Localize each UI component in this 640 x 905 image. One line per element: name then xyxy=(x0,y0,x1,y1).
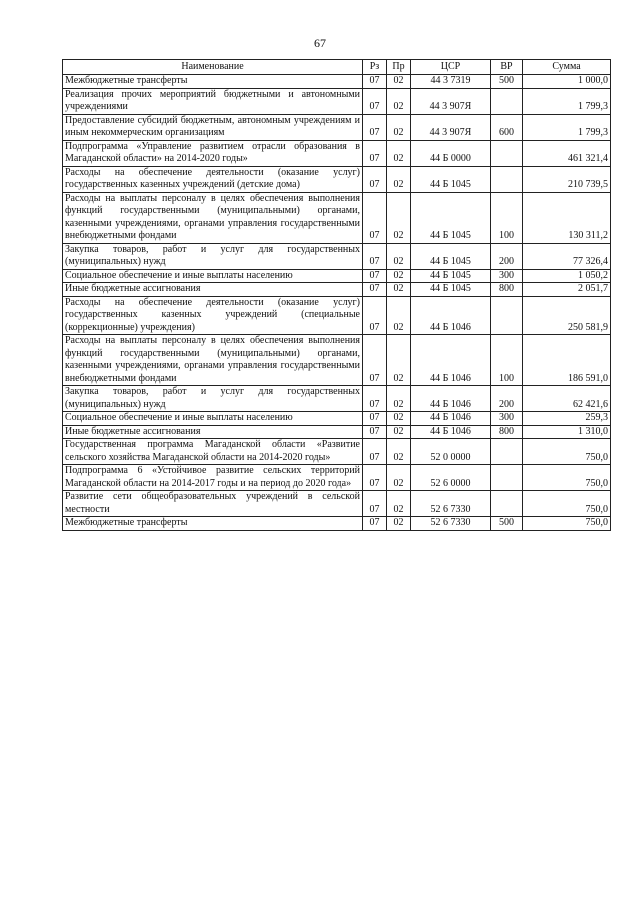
table-row xyxy=(63,425,611,439)
cell-vr xyxy=(491,296,523,335)
cell-name: Государственная программа Магаданской области «Развитие сельского хозяйства Магаданской области на 2014-2020 годы» xyxy=(63,439,363,465)
cell-rz: 07 xyxy=(363,243,387,269)
cell-rz: 07 xyxy=(363,425,387,439)
table-row xyxy=(63,335,611,386)
cell-csr: 44 Б 1046 xyxy=(411,412,491,426)
cell-csr: 44 Б 1045 xyxy=(411,243,491,269)
header-csr: ЦСР xyxy=(411,60,491,75)
cell-name: Расходы на выплаты персоналу в целях обеспечения выполнения функций государственными (муниципальными) органами, казенными учреждениями, органами управления государственными внебюджетными фондами xyxy=(63,335,363,386)
cell-pr: 02 xyxy=(387,412,411,426)
cell-vr: 600 xyxy=(491,114,523,140)
cell-sum: 186 591,0 xyxy=(523,335,611,386)
cell-pr: 02 xyxy=(387,386,411,412)
cell-vr xyxy=(491,140,523,166)
cell-name: Иные бюджетные ассигнования xyxy=(63,425,363,439)
cell-rz: 07 xyxy=(363,335,387,386)
cell-name: Социальное обеспечение и иные выплаты населению xyxy=(63,269,363,283)
table-header-row xyxy=(63,60,611,75)
cell-name: Расходы на обеспечение деятельности (оказание услуг) государственных казенных учреждений (детские дома) xyxy=(63,166,363,192)
cell-sum: 750,0 xyxy=(523,491,611,517)
table-row xyxy=(63,439,611,465)
cell-pr: 02 xyxy=(387,114,411,140)
cell-pr: 02 xyxy=(387,269,411,283)
cell-csr: 44 Б 1045 xyxy=(411,283,491,297)
cell-vr: 800 xyxy=(491,425,523,439)
cell-rz: 07 xyxy=(363,386,387,412)
cell-sum: 210 739,5 xyxy=(523,166,611,192)
page-number: 67 xyxy=(314,36,326,50)
cell-pr: 02 xyxy=(387,88,411,114)
cell-pr: 02 xyxy=(387,75,411,89)
cell-rz: 07 xyxy=(363,439,387,465)
budget-table xyxy=(62,59,611,531)
cell-csr: 52 0 0000 xyxy=(411,439,491,465)
cell-sum: 2 051,7 xyxy=(523,283,611,297)
header-rz: Рз xyxy=(363,60,387,75)
cell-csr: 44 Б 1046 xyxy=(411,296,491,335)
cell-pr: 02 xyxy=(387,296,411,335)
cell-sum: 259,3 xyxy=(523,412,611,426)
table-row xyxy=(63,491,611,517)
table-row xyxy=(63,386,611,412)
cell-rz: 07 xyxy=(363,296,387,335)
header-sum: Сумма xyxy=(523,60,611,75)
cell-name: Иные бюджетные ассигнования xyxy=(63,283,363,297)
cell-rz: 07 xyxy=(363,517,387,531)
cell-csr: 44 Б 1046 xyxy=(411,425,491,439)
table-row xyxy=(63,243,611,269)
cell-pr: 02 xyxy=(387,425,411,439)
cell-pr: 02 xyxy=(387,283,411,297)
cell-pr: 02 xyxy=(387,465,411,491)
cell-name: Реализация прочих мероприятий бюджетными и автономными учреждениями xyxy=(63,88,363,114)
cell-sum: 1 310,0 xyxy=(523,425,611,439)
cell-vr: 100 xyxy=(491,335,523,386)
cell-rz: 07 xyxy=(363,75,387,89)
cell-sum: 1 799,3 xyxy=(523,88,611,114)
cell-pr: 02 xyxy=(387,166,411,192)
cell-sum: 250 581,9 xyxy=(523,296,611,335)
cell-name: Межбюджетные трансферты xyxy=(63,517,363,531)
cell-sum: 130 311,2 xyxy=(523,192,611,243)
cell-vr: 200 xyxy=(491,386,523,412)
cell-csr: 44 Б 1045 xyxy=(411,269,491,283)
cell-vr xyxy=(491,491,523,517)
cell-sum: 77 326,4 xyxy=(523,243,611,269)
table-body xyxy=(63,75,611,531)
cell-pr: 02 xyxy=(387,517,411,531)
cell-sum: 461 321,4 xyxy=(523,140,611,166)
cell-name: Развитие сети общеобразовательных учреждений в сельской местности xyxy=(63,491,363,517)
cell-pr: 02 xyxy=(387,335,411,386)
cell-sum: 1 050,2 xyxy=(523,269,611,283)
cell-vr: 300 xyxy=(491,269,523,283)
table-row xyxy=(63,283,611,297)
cell-name: Межбюджетные трансферты xyxy=(63,75,363,89)
cell-vr xyxy=(491,88,523,114)
table-row xyxy=(63,517,611,531)
cell-name: Подпрограмма 6 «Устойчивое развитие сельских территорий Магаданской области на 2014-2017 годы и на период до 2020 года» xyxy=(63,465,363,491)
cell-rz: 07 xyxy=(363,269,387,283)
cell-name: Закупка товаров, работ и услуг для государственных (муниципальных) нужд xyxy=(63,386,363,412)
cell-csr: 52 6 0000 xyxy=(411,465,491,491)
cell-csr: 44 Б 1045 xyxy=(411,192,491,243)
cell-rz: 07 xyxy=(363,140,387,166)
cell-sum: 750,0 xyxy=(523,517,611,531)
cell-name: Закупка товаров, работ и услуг для государственных (муниципальных) нужд xyxy=(63,243,363,269)
cell-vr xyxy=(491,439,523,465)
cell-pr: 02 xyxy=(387,491,411,517)
table-row xyxy=(63,269,611,283)
table-row xyxy=(63,166,611,192)
cell-rz: 07 xyxy=(363,491,387,517)
table-row xyxy=(63,296,611,335)
cell-vr: 800 xyxy=(491,283,523,297)
cell-pr: 02 xyxy=(387,439,411,465)
cell-csr: 44 Б 1045 xyxy=(411,166,491,192)
cell-csr: 44 3 7319 xyxy=(411,75,491,89)
cell-csr: 44 Б 1046 xyxy=(411,335,491,386)
cell-vr xyxy=(491,465,523,491)
cell-csr: 44 Б 0000 xyxy=(411,140,491,166)
cell-name: Расходы на выплаты персоналу в целях обеспечения выполнения функций государственными (муниципальными) органами, казенными учреждениями, органами управления государственными внебюджетными фондами xyxy=(63,192,363,243)
table-row xyxy=(63,465,611,491)
table-row xyxy=(63,75,611,89)
cell-vr: 300 xyxy=(491,412,523,426)
table-row xyxy=(63,192,611,243)
cell-sum: 750,0 xyxy=(523,465,611,491)
header-pr: Пр xyxy=(387,60,411,75)
cell-vr: 500 xyxy=(491,75,523,89)
cell-pr: 02 xyxy=(387,140,411,166)
cell-vr: 200 xyxy=(491,243,523,269)
cell-rz: 07 xyxy=(363,114,387,140)
cell-sum: 62 421,6 xyxy=(523,386,611,412)
cell-csr: 44 3 907Я xyxy=(411,88,491,114)
cell-csr: 52 6 7330 xyxy=(411,517,491,531)
cell-name: Социальное обеспечение и иные выплаты населению xyxy=(63,412,363,426)
cell-csr: 44 Б 1046 xyxy=(411,386,491,412)
table-row xyxy=(63,140,611,166)
cell-rz: 07 xyxy=(363,88,387,114)
cell-rz: 07 xyxy=(363,283,387,297)
cell-rz: 07 xyxy=(363,465,387,491)
header-vr: ВР xyxy=(491,60,523,75)
cell-pr: 02 xyxy=(387,243,411,269)
cell-rz: 07 xyxy=(363,166,387,192)
cell-rz: 07 xyxy=(363,412,387,426)
cell-name: Предоставление субсидий бюджетным, автономным учреждениям и иным некоммерческим организациям xyxy=(63,114,363,140)
cell-sum: 750,0 xyxy=(523,439,611,465)
cell-csr: 44 3 907Я xyxy=(411,114,491,140)
cell-rz: 07 xyxy=(363,192,387,243)
cell-name: Подпрограмма «Управление развитием отрасли образования в Магаданской области» на 2014-2020 годы» xyxy=(63,140,363,166)
cell-vr: 500 xyxy=(491,517,523,531)
cell-pr: 02 xyxy=(387,192,411,243)
table-row xyxy=(63,412,611,426)
header-name: Наименование xyxy=(63,60,363,75)
cell-name: Расходы на обеспечение деятельности (оказание услуг) государственных казенных учреждений (специальные (коррекционные) учреждения) xyxy=(63,296,363,335)
cell-sum: 1 000,0 xyxy=(523,75,611,89)
cell-vr: 100 xyxy=(491,192,523,243)
table-row xyxy=(63,114,611,140)
cell-sum: 1 799,3 xyxy=(523,114,611,140)
cell-vr xyxy=(491,166,523,192)
cell-csr: 52 6 7330 xyxy=(411,491,491,517)
table-row xyxy=(63,88,611,114)
